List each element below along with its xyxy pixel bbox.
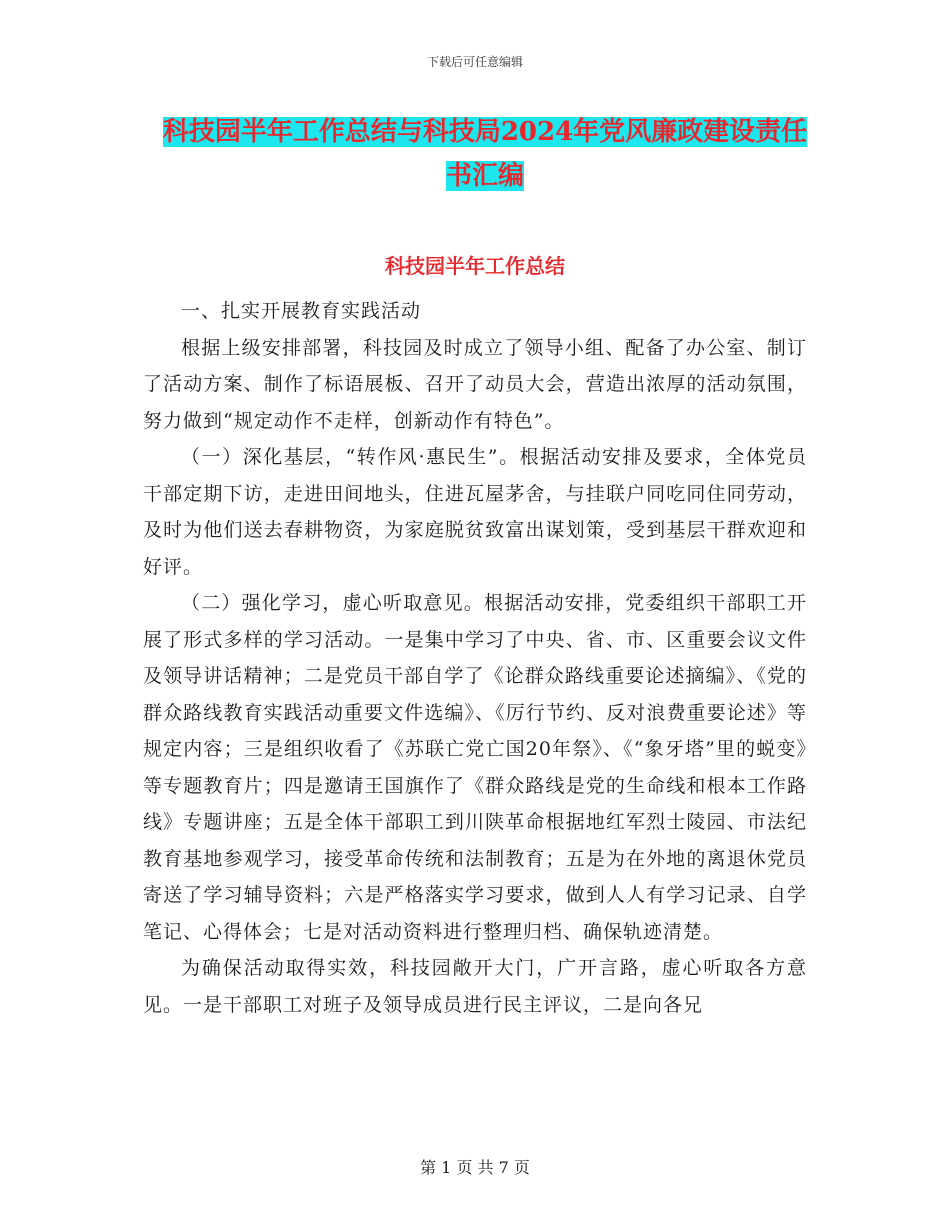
document-title-text: 科技园半年工作总结与科技局2024年党风廉政建设责任书汇编 (162, 117, 808, 191)
body-paragraph: 根据上级安排部署，科技园及时成立了领导小组、配备了办公室、制订了活动方案、制作了标语展板、召开了动员大会，营造出浓厚的活动氛围，努力做到“规定动作不走样，创新动作有特色”。 (143, 336, 807, 432)
document-title (150, 110, 820, 198)
heading-paragraph: 一、扎实开展教育实践活动 (181, 300, 422, 322)
body-paragraph: （二）强化学习，虚心听取意见。根据活动安排，党委组织干部职工开展了形式多样的学习活动。一是集中学习了中央、省、市、区重要会议文件及领导讲话精神；二是党员干部自学了《论群众路线重要论述摘编》、《党的群众路线教育实践活动重要文件选编》、《厉行节约、反对浪费重要论述》等规定内容；三是组织收看了《苏联亡党亡国20年祭》、《“象牙塔”里的蜕变》等专题教育片；四是邀请王国旗作了《群众路线是党的生命线和根本工作路线》专题讲座；五是全体干部职工到川陕革命根据地红军烈士陵园、市法纪教育基地参观学习，接受革命传统和法制教育；五是为在外地的离退休党员寄送了学习辅导资料；六是严格落实学习要求，做到人人有学习记录、自学笔记、心得体会；七是对活动资料进行整理归档、确保轨迹清楚。 (143, 592, 807, 943)
body-paragraph: （一）深化基层，“转作风·惠民生”。根据活动安排及要求，全体党员干部定期下访，走进田间地头，住进瓦屋茅舍，与挂联户同吃同住同劳动，及时为他们送去春耕物资，为家庭脱贫致富出谋划策，受到基层干群欢迎和好评。 (143, 446, 807, 578)
body-paragraph: 为确保活动取得实效，科技园敞开大门，广开言路，虚心听取各方意见。一是干部职工对班子及领导成员进行民主评议，二是向各兄 (143, 957, 807, 1016)
document-body (143, 293, 807, 1023)
page-number-footer: 第 1 页 共 7 页 (420, 1158, 530, 1177)
header-note: 下载后可任意编辑 (426, 55, 523, 69)
section-title: 科技园半年工作总结 (385, 254, 565, 278)
